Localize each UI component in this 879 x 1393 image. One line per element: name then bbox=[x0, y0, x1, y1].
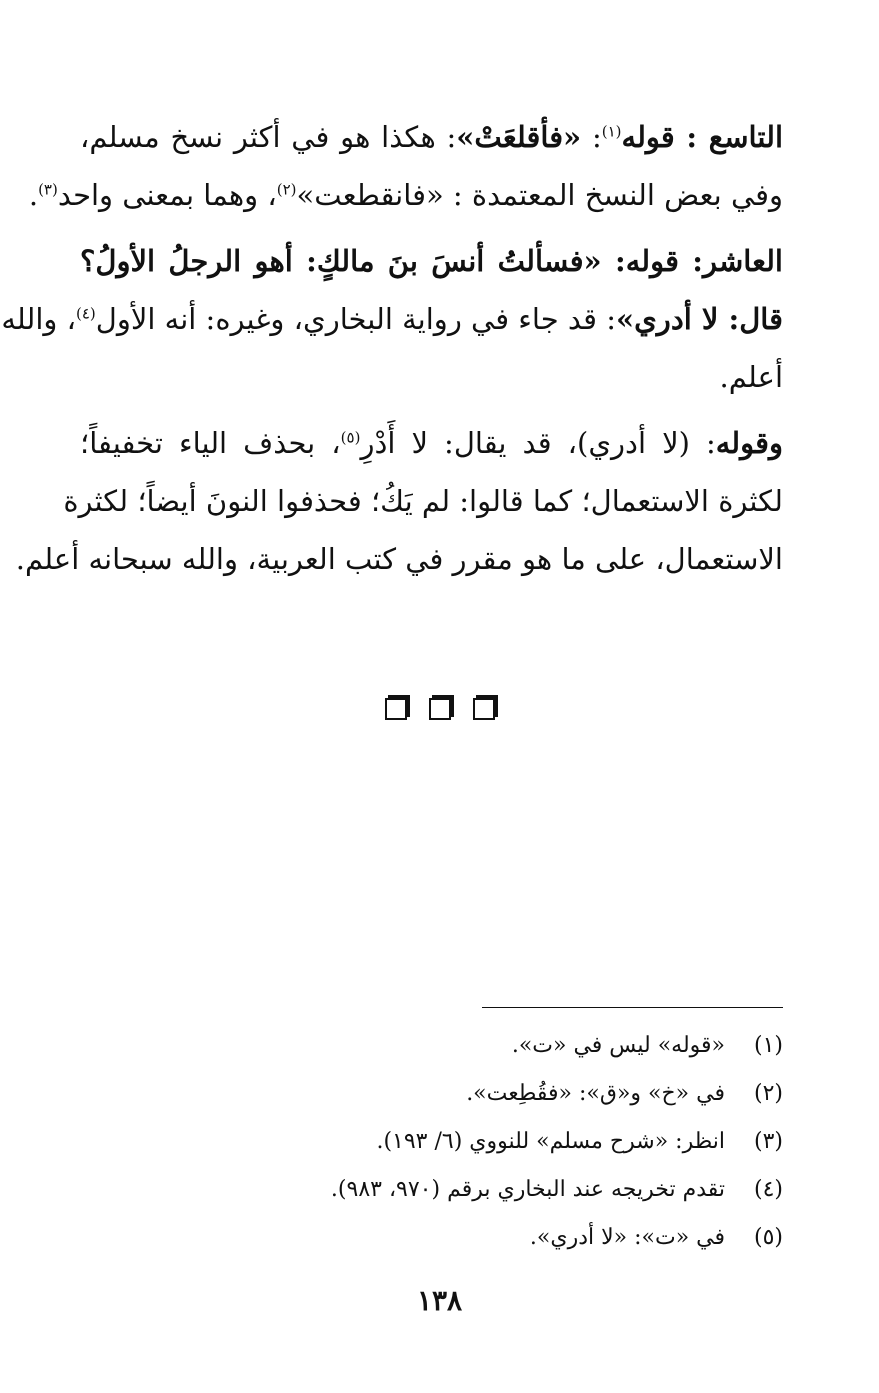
paragraph-1-text: وفي بعض النسخ المعتمدة : «فانقطعت» bbox=[296, 178, 783, 212]
hadith-quote: قال: لا أدري» bbox=[615, 302, 783, 336]
footnotes bbox=[80, 1022, 783, 1262]
paragraph-3-text: لكثرة الاستعمال؛ كما قالوا: لم يَكُ؛ فحذفوا النونَ أيضاً؛ لكثرة bbox=[63, 484, 783, 518]
footnote-1 bbox=[80, 1022, 783, 1070]
paragraph-3-text: الاستعمال، على ما هو مقرر في كتب العربية، والله سبحانه أعلم. bbox=[15, 542, 783, 576]
square-icon bbox=[385, 698, 407, 720]
paragraph-3-line-1 bbox=[80, 414, 783, 472]
footnote-number: (٥) bbox=[753, 1225, 783, 1250]
footnote-text: «قوله» ليس في «ت». bbox=[511, 1033, 725, 1058]
footnote-ref-3[interactable]: (٣) bbox=[38, 180, 58, 199]
footnote-5 bbox=[80, 1214, 783, 1262]
hadith-quote: «فسألتُ أنسَ بنَ مالكٍ: أهو الرجلُ الأولُ؟ bbox=[80, 244, 602, 278]
footnote-divider bbox=[482, 1007, 783, 1008]
commentary-label: العاشر: قوله: bbox=[601, 244, 783, 278]
square-icon bbox=[429, 698, 451, 720]
separator-colon: : bbox=[581, 120, 602, 154]
page-number: ١٣٨ bbox=[416, 1284, 463, 1317]
footnote-number: (٢) bbox=[753, 1081, 783, 1106]
commentary-label: وقوله bbox=[715, 426, 783, 460]
footnote-text: في «ت»: «لا أدري». bbox=[529, 1225, 725, 1250]
paragraph-1-text: . bbox=[28, 178, 39, 212]
footnote-number: (٣) bbox=[753, 1129, 783, 1154]
square-icon bbox=[473, 698, 495, 720]
paragraph-2-text: : قد جاء في رواية البخاري، وغيره: أنه الأول bbox=[95, 302, 616, 336]
footnote-text: تقدم تخريجه عند البخاري برقم (٩٧٠، ٩٨٣). bbox=[330, 1177, 725, 1202]
paragraph-2-line-3 bbox=[80, 348, 783, 406]
paragraph-3-line-2 bbox=[63, 472, 783, 530]
footnote-number: (١) bbox=[753, 1033, 783, 1058]
footnote-text: انظر: «شرح مسلم» للنووي (٦/ ١٩٣). bbox=[376, 1129, 725, 1154]
paragraph-1-line-1 bbox=[80, 108, 783, 166]
main-text bbox=[1, 108, 783, 588]
paragraph-3-line-3 bbox=[15, 530, 783, 588]
footnote-ref-4[interactable]: (٤) bbox=[75, 304, 96, 323]
footnote-ref-1[interactable]: (١) bbox=[601, 122, 622, 141]
paragraph-1-text: ، وهما بمعنى واحد bbox=[57, 178, 277, 212]
paragraph-2-text: أعلم. bbox=[719, 360, 783, 394]
footnote-4 bbox=[80, 1166, 783, 1214]
quoted-word: «فأقلعَتْ» bbox=[456, 120, 582, 154]
paragraph-1-text: : هكذا هو في أكثر نسخ مسلم، bbox=[80, 120, 457, 154]
footnote-ref-5[interactable]: (٥) bbox=[340, 428, 361, 447]
paragraph-3-text: ، بحذف الياء تخفيفاً؛ bbox=[80, 426, 341, 460]
footnote-3 bbox=[80, 1118, 783, 1166]
footnote-text: في «خ» و«ق»: «فقُطِعت». bbox=[466, 1081, 725, 1106]
footnote-ref-2[interactable]: (٢) bbox=[276, 180, 297, 199]
footnote-number: (٤) bbox=[753, 1177, 783, 1202]
paragraph-3-text: : (لا أدري)، قد يقال: لا أَدْرِ bbox=[360, 426, 716, 460]
footnote-2 bbox=[80, 1070, 783, 1118]
commentary-label: التاسع : قوله bbox=[621, 120, 783, 154]
paragraph-2-text: ، والله bbox=[1, 302, 76, 336]
three-square-ornament-icon bbox=[0, 698, 879, 720]
paragraph-2-line-1 bbox=[80, 232, 783, 290]
paragraph-1-line-2 bbox=[28, 166, 783, 224]
paragraph-2-line-2 bbox=[1, 290, 783, 348]
